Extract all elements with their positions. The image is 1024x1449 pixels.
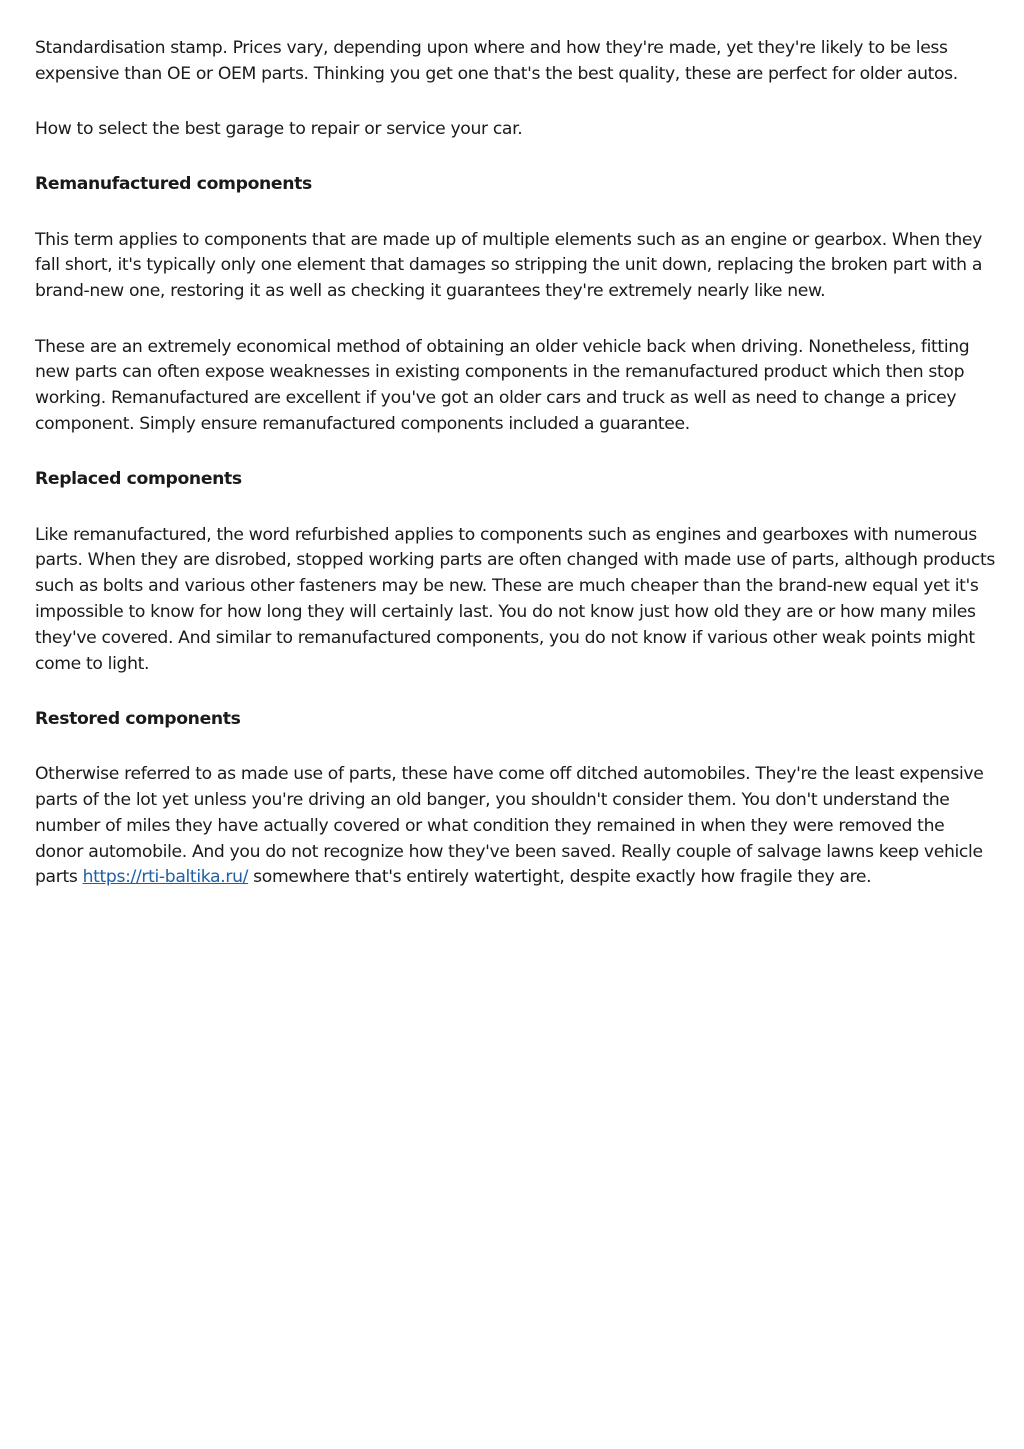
document-body <box>35 36 995 921</box>
paragraph-remanufactured-definition: This term applies to components that are made up of multiple elements such as an engine or gearbox. When they fall short, it's typically only one element that damages so stripping the unit down, replacing the broken part with a brand-new one, restoring it as well as checking it guarantees they're extremely nearly like new. <box>35 229 983 302</box>
heading-restored-components: Restored components <box>35 708 241 729</box>
heading-remanufactured-components: Remanufactured components <box>35 174 312 195</box>
heading-replaced-components: Replaced components <box>35 469 242 490</box>
paragraph-standardisation: Standardisation stamp. Prices vary, depending upon where and how they're made, yet they're likely to be less expensive than OE or OEM parts. Thinking you get one that's the best quality, these are perfect for older autos. <box>35 38 958 84</box>
used-parts-text-after-link: somewhere that's entirely watertight, despite exactly how fragile they are. <box>248 867 872 888</box>
used-parts-text-before-link: Otherwise referred to as made use of parts, these have come off ditched automobiles. They're the least expensive parts of the lot yet unless you're driving an old banger, you shouldn't consider them. You don't understand the number of miles they have actually covered or what condition they remained in when they were removed the donor automobile. And you do not recognize how they've been saved. Really couple of salvage lawns keep vehicle parts <box>35 764 984 888</box>
paragraph-used-parts <box>35 762 995 891</box>
rti-baltika-link[interactable]: https://rti-baltika.ru/ <box>82 867 249 888</box>
paragraph-remanufactured-economy: These are an extremely economical method of obtaining an older vehicle back when driving. Nonetheless, fitting new parts can often expose weaknesses in existing components in the remanufactured product which then stop working. Remanufactured are excellent if you've got an older cars and truck as well as need to change a pricey component. Simply ensure remanufactured components included a guarantee. <box>35 336 970 434</box>
paragraph-refurbished: Like remanufactured, the word refurbished applies to components such as engines and gearboxes with numerous parts. When they are disrobed, stopped working parts are often changed with made use of parts, although products such as bolts and various other fasteners may be new. These are much cheaper than the brand-new equal yet it's impossible to know for how long they will certainly last. You do not know just how old they are or how many miles they've covered. And similar to remanufactured components, you do not know if various other weak points might come to light. <box>35 524 995 674</box>
paragraph-garage-selection: How to select the best garage to repair or service your car. <box>35 119 523 140</box>
